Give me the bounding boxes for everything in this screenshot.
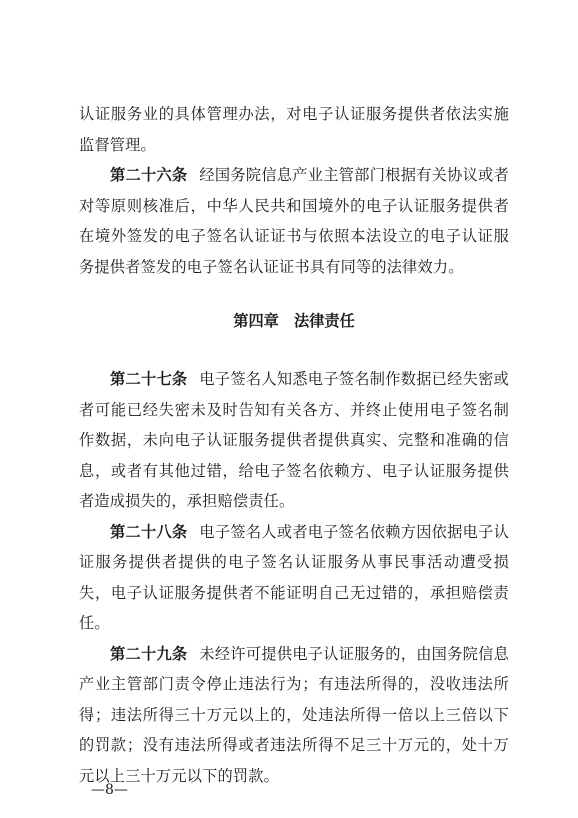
article-number: 第二十六条 — [110, 166, 188, 184]
spacer — [79, 282, 509, 306]
spacer — [79, 336, 509, 364]
article-number: 第二十九条 — [110, 644, 188, 663]
article-text: 电子签名人或者电子签名依赖方因依据电子认证服务提供者提供的电子签名认证服务从事民事活动遭受损失，电子认证服务提供者不能证明自己无过错的，承担赔偿责任。 — [79, 522, 510, 632]
article-text: 未经许可提供电子认证服务的，由国务院信息产业主管部门责令停止违法行为；有违法所得的，没收违法所得；违法所得三十万元以上的，处违法所得一倍以上三倍以下的罚款；没有违法所得或者违法所得不足三十万元的，处十万元以上三十万元以下的罚款。 — [79, 644, 510, 785]
article-text: 经国务院信息产业主管部门根据有关协议或者对等原则核准后，中华人民共和国境外的电子认证服务提供者在境外签发的电子签名认证证书与依照本法设立的电子认证服务提供者签发的电子签名认证证书具有同等的法律效力。 — [79, 166, 510, 276]
article-text: 电子签名人知悉电子签名制作数据已经失密或者可能已经失密未及时告知有关各方、并终止使用电子签名制作数据，未向电子认证服务提供者提供真实、完整和准确的信息，或者有其他过错，给电子签名依赖方、电子认证服务提供者造成损失的，承担赔偿责任。 — [79, 370, 510, 510]
paragraph-continued — [79, 99, 509, 160]
article-number: 第二十七条 — [110, 370, 188, 388]
article-29 — [79, 639, 509, 792]
chapter-title: 第四章 法律责任 — [233, 312, 355, 330]
article-27 — [79, 364, 509, 517]
article-number: 第二十八条 — [110, 522, 188, 541]
article-28 — [79, 517, 509, 639]
page-number: —8— — [91, 782, 128, 798]
paragraph-text: 认证服务业的具体管理办法，对电子认证服务提供者依法实施监督管理。 — [79, 105, 509, 154]
article-26 — [79, 160, 509, 282]
document-page — [79, 99, 509, 791]
